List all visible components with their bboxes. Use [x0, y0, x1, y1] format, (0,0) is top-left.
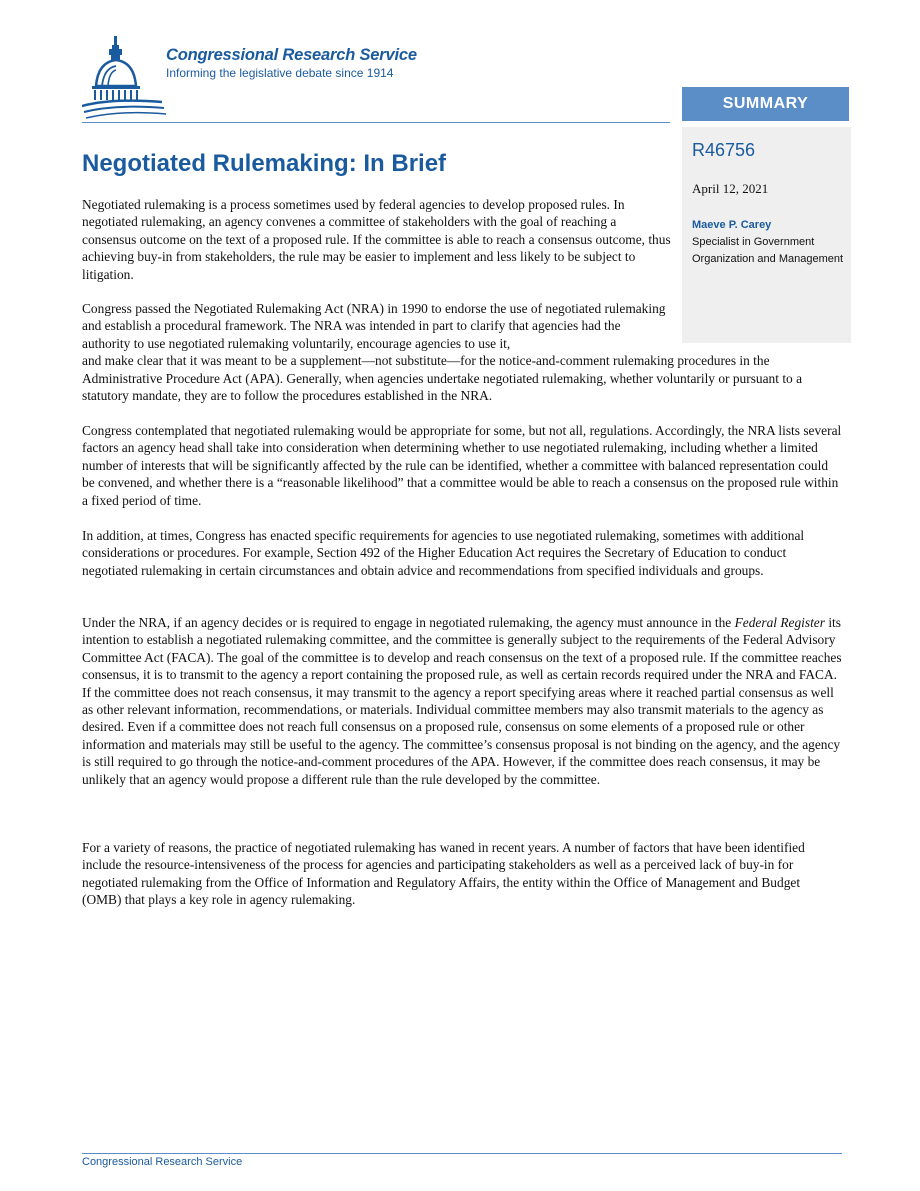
org-name: Congressional Research Service	[166, 46, 417, 64]
document-title: Negotiated Rulemaking: In Brief	[82, 150, 447, 177]
paragraph-6: For a variety of reasons, the practice of negotiated rulemaking has waned in recent years. A number of factors that have been identified include the resource-intensiveness of the process for agencies and participating stakeholders as well as a perceived lack of buy-in for negotiated rulemaking from the Office of Information and Regulatory Affairs, the entity within the Office of Management and Budget (OMB) that plays a key role in agency rulemaking.	[82, 840, 805, 908]
footer-org-name: Congressional Research Service	[82, 1156, 243, 1168]
paragraph-5-rest: its intention to establish a negotiated rulemaking committee, and the committee is generally subject to the requirements of the Federal Advisory Committee Act (FACA). The goal of the committee is to develop and reach consensus on the text of a proposed rule. If the committee reaches consensus, it is to transmit to the agency a report containing the proposed rule, as well as certain records required under the NRA and FACA. If the committee does not reach consensus, it may transmit to the agency a report specifying areas where it reached partial consensus as well as other relevant information, recommendations, or materials. Individual committee members may also transmit materials to the agency as desired. Even if a committee does not reach full consensus on a proposed rule, consensus on some elements of a proposed rule or other information and materials may still be useful to the agency. The committee’s consensus proposal is not binding on the agency, and the agency is still required to go through the notice-and-comment procedures of the APA. However, if the committee does reach consensus, it may be unlikely that an agency would propose a different rule than the rule developed by the committee.	[82, 615, 842, 787]
paragraph-5	[82, 614, 842, 788]
footer-divider	[82, 1153, 842, 1154]
author-name: Maeve P. Carey	[692, 219, 772, 231]
federal-register-citation: Federal Register	[734, 615, 825, 630]
author-title: Specialist in Government Organization and Management	[692, 236, 844, 265]
header-divider	[82, 122, 670, 123]
org-tagline: Informing the legislative debate since 1914	[166, 66, 394, 80]
report-date: April 12, 2021	[692, 181, 769, 196]
paragraph-2	[82, 300, 842, 404]
paragraph-4: In addition, at times, Congress has enacted specific requirements for agencies to use negotiated rulemaking, sometimes with additional considerations or procedures. For example, Section 492 of the Higher Education Act requires the Secretary of Education to conduct negotiated rulemaking in certain circumstances and obtain advice and recommendations from specified individuals and groups.	[82, 528, 805, 578]
paragraph-3: Congress contemplated that negotiated rulemaking would be appropriate for some, but not all, regulations. Accordingly, the NRA lists several factors an agency head shall take into consideration when determining whether to use negotiated rulemaking, including whether a limited number of interests that will be significantly affected by the rule can be identified, whether a committee with balanced representation could be convened, and whether there is a “reasonable likelihood” that a committee would be able to reach a consensus on the proposed rule within a fixed period of time.	[82, 423, 842, 508]
paragraph-5-lead: Under the NRA, if an agency decides or is required to engage in negotiated rulemaking, the agency must announce in the	[82, 615, 732, 630]
paragraph-2-narrow: Congress passed the Negotiated Rulemaking Act (NRA) in 1990 to endorse the use of negotiated rulemaking and establish a procedural framework. The NRA was intended in part to clarify that agencies had the authority to use negotiated rulemaking voluntarily, encourage agencies to use it,	[82, 301, 666, 351]
summary-label: SUMMARY	[682, 87, 849, 121]
paragraph-2-wide: and make clear that it was meant to be a supplement—not substitute—for the notice-and-comment rulemaking procedures in the Administrative Procedure Act (APA). Generally, when agencies undertake negotiated rulemaking, whether voluntarily or pursuant to a statutory mandate, they are to follow the procedures established in the NRA.	[82, 353, 803, 404]
report-number: R46756	[692, 140, 756, 160]
paragraph-1: Negotiated rulemaking is a process sometimes used by federal agencies to develop proposed rules. In negotiated rulemaking, an agency convenes a committee of stakeholders with the goal of reaching a consensus outcome on the text of a proposed rule. If the committee is able to reach a consensus outcome, thus achieving buy-in from stakeholders, the rule may be easier to implement and less likely to be subject to litigation.	[82, 197, 671, 282]
capitol-dome-icon	[82, 36, 172, 122]
